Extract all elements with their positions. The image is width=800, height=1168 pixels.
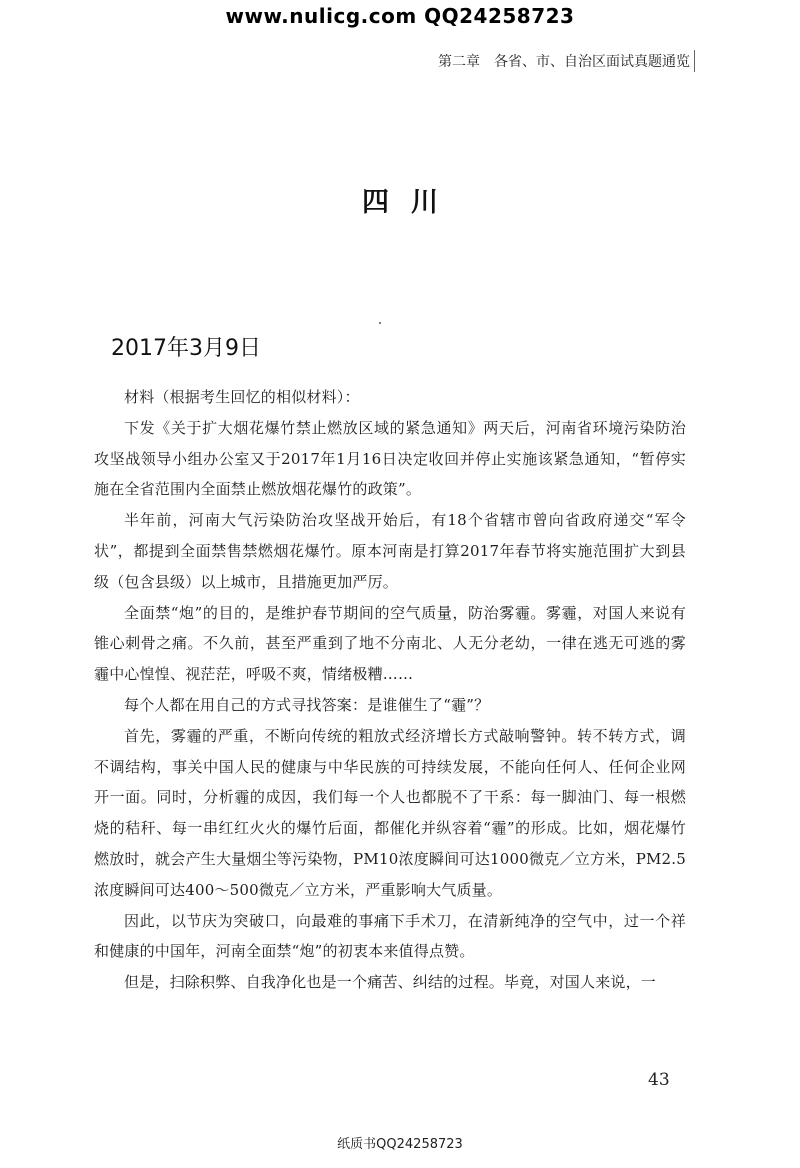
paragraph: 半年前，河南大气污染防治攻坚战开始后，有18个省辖市曾向省政府递交“军令状”，都提到全面禁售禁燃烟花爆竹。原本河南是打算2017年春节将实施范围扩大到县级（包含县级）以上城市，且措施更加严厉。 (94, 511, 686, 591)
chapter-header: 第二章 各省、市、自治区面试真题通览 (438, 54, 690, 70)
paragraph-material-label: 材料（根据考生回忆的相似材料）： (124, 388, 360, 406)
paragraph: 每个人都在用自己的方式寻找答案：是谁催生了“霾”？ (124, 695, 490, 714)
watermark-footer: 纸质书QQ24258723 (337, 1137, 463, 1152)
paragraph: 全面禁“炮”的目的，是维护春节期间的空气质量，防治雾霾。雾霾，对国人来说有锥心刺骨之痛。不久前，甚至严重到了地不分南北、人无分老幼，一律在逃无可逃的雾霾中心惶惶、视茫茫，呼吸不爽，情绪极糟…… (94, 603, 686, 684)
date-heading: 2017年3月9日 (111, 336, 261, 361)
header-margin-mark (694, 50, 695, 72)
body-text (94, 382, 686, 998)
watermark-header: www.nulicg.com QQ24258723 (225, 4, 575, 28)
paragraph: 首先，雾霾的严重，不断向传统的粗放式经济增长方式敲响警钟。转不转方式，调不调结构，事关中国人民的健康与中华民族的可持续发展，不能向任何人、任何企业网开一面。同时，分析霾的成因，我们每一个人也都脱不了干系：每一脚油门、每一根燃烧的秸秆、每一串红红火火的爆竹后面，都催化并纵容着“霾”的形成。比如，烟花爆竹燃放时，就会产生大量烟尘等污染物，PM10浓度瞬间可达1000微克／立方米，PM2.5浓度瞬间可达400～500微克／立方米，严重影响大气质量。 (94, 726, 686, 899)
scan-speck (379, 322, 381, 324)
paragraph: 但是，扫除积弊、自我净化也是一个痛苦、纠结的过程。毕竟，对国人来说，一 (124, 973, 657, 992)
paragraph: 下发《关于扩大烟花爆竹禁止燃放区域的紧急通知》两天后，河南省环境污染防治攻坚战领导小组办公室又于2017年1月16日决定收回并停止实施该紧急通知，“暂停实施在全省范围内全面禁止燃放烟花爆竹的政策”。 (94, 418, 686, 499)
paragraph: 因此，以节庆为突破口，向最难的事痛下手术刀，在清新纯净的空气中，过一个祥和健康的中国年，河南全面禁“炮”的初衷本来值得点赞。 (94, 911, 686, 961)
section-title: 四川 (362, 187, 460, 218)
page-number: 43 (648, 1070, 670, 1090)
